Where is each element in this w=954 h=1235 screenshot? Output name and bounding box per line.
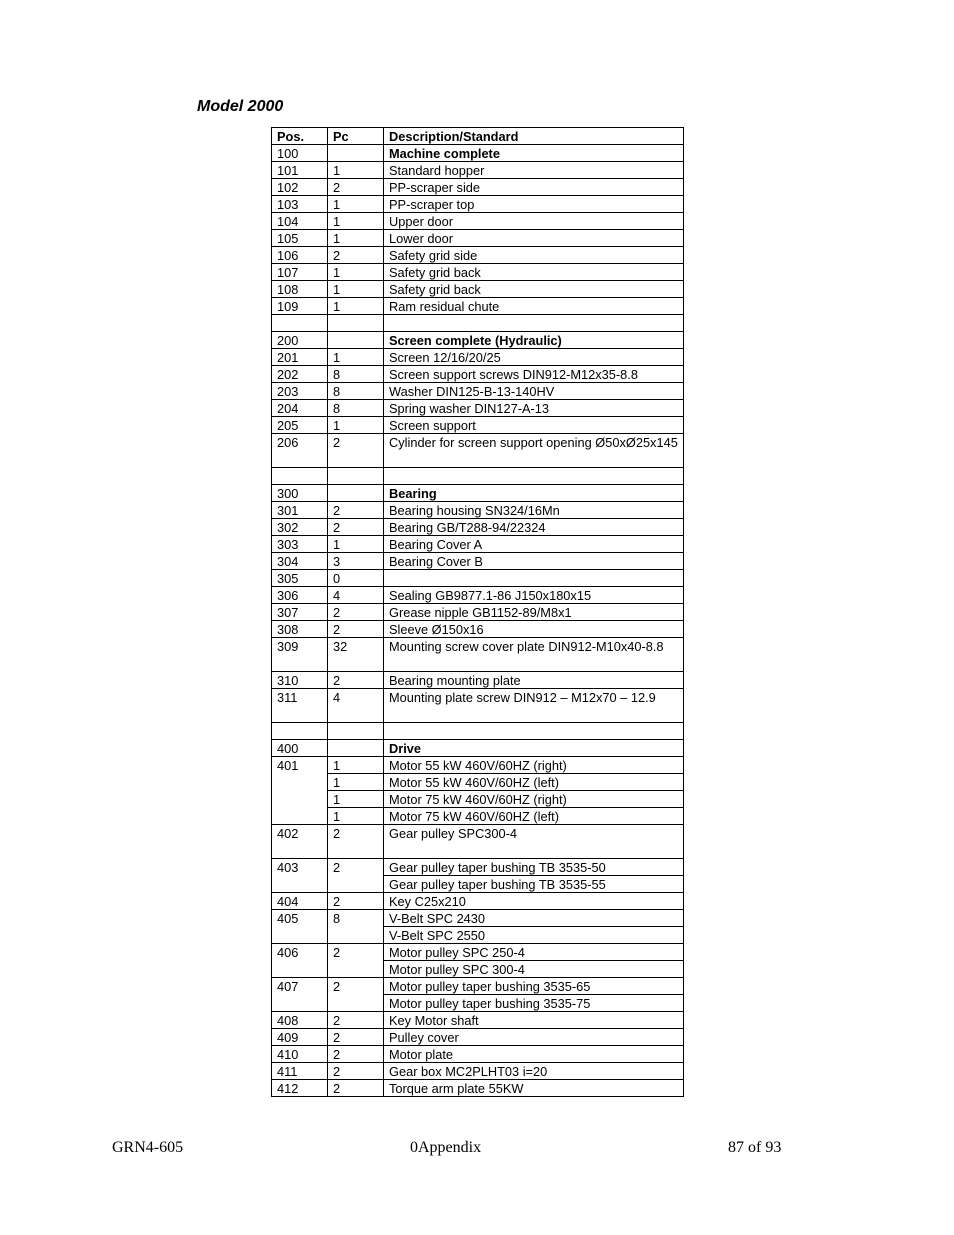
table-row bbox=[272, 145, 684, 162]
cell-pc: 1 bbox=[328, 808, 384, 825]
cell-description: V-Belt SPC 2430 bbox=[384, 910, 684, 927]
cell-pos: 109 bbox=[272, 298, 328, 315]
cell-description: Screen support bbox=[384, 417, 684, 434]
cell-description: Screen complete (Hydraulic) bbox=[384, 332, 684, 349]
cell-pc: 2 bbox=[328, 672, 384, 689]
cell-description: Cylinder for screen support opening Ø50xØ25x145 bbox=[384, 434, 684, 468]
cell-pc: 1 bbox=[328, 536, 384, 553]
cell-description bbox=[384, 468, 684, 485]
table-row bbox=[272, 400, 684, 417]
table-row bbox=[272, 944, 684, 961]
cell-description: Ram residual chute bbox=[384, 298, 684, 315]
cell-pc: 0 bbox=[328, 570, 384, 587]
header-pos: Pos. bbox=[272, 128, 328, 145]
cell-description: Motor plate bbox=[384, 1046, 684, 1063]
cell-pos: 203 bbox=[272, 383, 328, 400]
table-row bbox=[272, 349, 684, 366]
cell-pos: 202 bbox=[272, 366, 328, 383]
cell-description: Key Motor shaft bbox=[384, 1012, 684, 1029]
cell-pc: 8 bbox=[328, 366, 384, 383]
table-row bbox=[272, 417, 684, 434]
cell-pc bbox=[328, 723, 384, 740]
table-row bbox=[272, 536, 684, 553]
cell-pos: 400 bbox=[272, 740, 328, 757]
cell-pc: 1 bbox=[328, 791, 384, 808]
parts-table bbox=[271, 127, 684, 1097]
cell-description: Screen support screws DIN912-M12x35-8.8 bbox=[384, 366, 684, 383]
cell-pc bbox=[328, 315, 384, 332]
cell-pos: 304 bbox=[272, 553, 328, 570]
cell-pc bbox=[328, 468, 384, 485]
table-row bbox=[272, 162, 684, 179]
cell-pos: 302 bbox=[272, 519, 328, 536]
table-row bbox=[272, 638, 684, 672]
cell-pos: 402 bbox=[272, 825, 328, 859]
cell-pos: 407 bbox=[272, 978, 328, 1012]
cell-pc: 1 bbox=[328, 213, 384, 230]
cell-pc: 2 bbox=[328, 944, 384, 978]
table-row bbox=[272, 1029, 684, 1046]
table-row bbox=[272, 434, 684, 468]
cell-pos: 404 bbox=[272, 893, 328, 910]
cell-description bbox=[384, 315, 684, 332]
cell-description: Gear pulley taper bushing TB 3535-50 bbox=[384, 859, 684, 876]
cell-pc: 1 bbox=[328, 349, 384, 366]
cell-pos: 106 bbox=[272, 247, 328, 264]
cell-description: Bearing mounting plate bbox=[384, 672, 684, 689]
cell-pos: 307 bbox=[272, 604, 328, 621]
table-row bbox=[272, 791, 684, 808]
cell-pos: 308 bbox=[272, 621, 328, 638]
cell-description: Gear pulley taper bushing TB 3535-55 bbox=[384, 876, 684, 893]
cell-description: Key C25x210 bbox=[384, 893, 684, 910]
footer-page-number: 87 of 93 bbox=[728, 1139, 782, 1156]
table-row bbox=[272, 808, 684, 825]
table-row bbox=[272, 519, 684, 536]
parts-table-body bbox=[272, 145, 684, 1097]
cell-pc bbox=[328, 485, 384, 502]
cell-description: Gear box MC2PLHT03 i=20 bbox=[384, 1063, 684, 1080]
table-row bbox=[272, 179, 684, 196]
cell-pc: 1 bbox=[328, 774, 384, 791]
cell-description: Safety grid side bbox=[384, 247, 684, 264]
cell-pc: 1 bbox=[328, 417, 384, 434]
cell-pos: 306 bbox=[272, 587, 328, 604]
cell-description: Sealing GB9877.1-86 J150x180x15 bbox=[384, 587, 684, 604]
cell-pos: 108 bbox=[272, 281, 328, 298]
table-row bbox=[272, 264, 684, 281]
cell-pc: 2 bbox=[328, 621, 384, 638]
cell-pc: 2 bbox=[328, 1080, 384, 1097]
cell-pc bbox=[328, 145, 384, 162]
cell-pos: 206 bbox=[272, 434, 328, 468]
cell-description: Mounting screw cover plate DIN912-M10x40-8.8 bbox=[384, 638, 684, 672]
cell-pc: 2 bbox=[328, 1012, 384, 1029]
cell-description: Upper door bbox=[384, 213, 684, 230]
table-row bbox=[272, 332, 684, 349]
header-description: Description/Standard bbox=[384, 128, 684, 145]
cell-pos: 205 bbox=[272, 417, 328, 434]
table-row bbox=[272, 485, 684, 502]
table-row bbox=[272, 570, 684, 587]
table-row bbox=[272, 825, 684, 859]
cell-description: Motor pulley SPC 300-4 bbox=[384, 961, 684, 978]
cell-pc: 4 bbox=[328, 689, 384, 723]
table-row bbox=[272, 366, 684, 383]
cell-description: Motor 75 kW 460V/60HZ (right) bbox=[384, 791, 684, 808]
cell-pc: 2 bbox=[328, 1046, 384, 1063]
cell-pc: 2 bbox=[328, 434, 384, 468]
cell-description: Bearing GB/T288-94/22324 bbox=[384, 519, 684, 536]
cell-description: Motor 75 kW 460V/60HZ (left) bbox=[384, 808, 684, 825]
cell-pos: 412 bbox=[272, 1080, 328, 1097]
cell-pc: 1 bbox=[328, 757, 384, 774]
cell-pos: 103 bbox=[272, 196, 328, 213]
cell-description: Bearing bbox=[384, 485, 684, 502]
cell-description: Bearing Cover A bbox=[384, 536, 684, 553]
cell-description: Spring washer DIN127-A-13 bbox=[384, 400, 684, 417]
cell-description: V-Belt SPC 2550 bbox=[384, 927, 684, 944]
table-row bbox=[272, 774, 684, 791]
cell-pc: 2 bbox=[328, 893, 384, 910]
cell-pos: 104 bbox=[272, 213, 328, 230]
cell-description: Bearing Cover B bbox=[384, 553, 684, 570]
cell-pc: 2 bbox=[328, 502, 384, 519]
cell-pos: 200 bbox=[272, 332, 328, 349]
cell-description: Lower door bbox=[384, 230, 684, 247]
cell-pos: 204 bbox=[272, 400, 328, 417]
table-row bbox=[272, 689, 684, 723]
table-row bbox=[272, 383, 684, 400]
cell-description: Motor 55 kW 460V/60HZ (left) bbox=[384, 774, 684, 791]
table-row bbox=[272, 587, 684, 604]
cell-description: Washer DIN125-B-13-140HV bbox=[384, 383, 684, 400]
cell-description: Safety grid back bbox=[384, 281, 684, 298]
cell-pc: 2 bbox=[328, 247, 384, 264]
cell-description: PP-scraper side bbox=[384, 179, 684, 196]
cell-pc: 2 bbox=[328, 519, 384, 536]
header-pc: Pc bbox=[328, 128, 384, 145]
cell-pos: 311 bbox=[272, 689, 328, 723]
cell-pc: 2 bbox=[328, 604, 384, 621]
cell-description: Mounting plate screw DIN912 – M12x70 – 12.9 bbox=[384, 689, 684, 723]
cell-pc: 4 bbox=[328, 587, 384, 604]
table-header-row bbox=[272, 128, 684, 145]
cell-description: Screen 12/16/20/25 bbox=[384, 349, 684, 366]
cell-pos: 405 bbox=[272, 910, 328, 944]
cell-description: Machine complete bbox=[384, 145, 684, 162]
table-row bbox=[272, 281, 684, 298]
cell-pos: 301 bbox=[272, 502, 328, 519]
cell-description: Motor pulley taper bushing 3535-65 bbox=[384, 978, 684, 995]
cell-pos: 105 bbox=[272, 230, 328, 247]
table-row bbox=[272, 502, 684, 519]
table-row bbox=[272, 757, 684, 774]
table-row bbox=[272, 723, 684, 740]
cell-pc: 1 bbox=[328, 230, 384, 247]
cell-description: Drive bbox=[384, 740, 684, 757]
cell-pc: 32 bbox=[328, 638, 384, 672]
cell-pc: 2 bbox=[328, 179, 384, 196]
cell-pos: 403 bbox=[272, 859, 328, 893]
cell-pos: 305 bbox=[272, 570, 328, 587]
cell-pos: 300 bbox=[272, 485, 328, 502]
table-row bbox=[272, 1012, 684, 1029]
cell-pc: 2 bbox=[328, 1063, 384, 1080]
cell-pos: 408 bbox=[272, 1012, 328, 1029]
footer-document-id: GRN4-605 bbox=[112, 1139, 184, 1156]
cell-description: Torque arm plate 55KW bbox=[384, 1080, 684, 1097]
table-row bbox=[272, 553, 684, 570]
table-row bbox=[272, 1046, 684, 1063]
cell-pc: 8 bbox=[328, 400, 384, 417]
cell-description: Motor pulley taper bushing 3535-75 bbox=[384, 995, 684, 1012]
cell-pos: 411 bbox=[272, 1063, 328, 1080]
cell-pos: 101 bbox=[272, 162, 328, 179]
cell-description: Motor 55 kW 460V/60HZ (right) bbox=[384, 757, 684, 774]
table-row bbox=[272, 196, 684, 213]
cell-pc: 2 bbox=[328, 859, 384, 893]
cell-description bbox=[384, 723, 684, 740]
table-row bbox=[272, 978, 684, 995]
cell-pos: 410 bbox=[272, 1046, 328, 1063]
table-row bbox=[272, 740, 684, 757]
table-row bbox=[272, 468, 684, 485]
cell-pos: 310 bbox=[272, 672, 328, 689]
cell-description bbox=[384, 570, 684, 587]
cell-pos: 107 bbox=[272, 264, 328, 281]
table-row bbox=[272, 230, 684, 247]
table-row bbox=[272, 604, 684, 621]
cell-pc: 3 bbox=[328, 553, 384, 570]
cell-description: Standard hopper bbox=[384, 162, 684, 179]
footer-section: 0Appendix bbox=[410, 1139, 482, 1156]
table-row bbox=[272, 621, 684, 638]
cell-description: Sleeve Ø150x16 bbox=[384, 621, 684, 638]
table-row bbox=[272, 315, 684, 332]
cell-pc: 1 bbox=[328, 281, 384, 298]
cell-description: Pulley cover bbox=[384, 1029, 684, 1046]
cell-description: Grease nipple GB1152-89/M8x1 bbox=[384, 604, 684, 621]
cell-pos: 406 bbox=[272, 944, 328, 978]
cell-pc: 1 bbox=[328, 298, 384, 315]
cell-pos: 303 bbox=[272, 536, 328, 553]
cell-description: PP-scraper top bbox=[384, 196, 684, 213]
table-row bbox=[272, 247, 684, 264]
cell-description: Gear pulley SPC300-4 bbox=[384, 825, 684, 859]
table-row bbox=[272, 298, 684, 315]
table-row bbox=[272, 1063, 684, 1080]
cell-description: Safety grid back bbox=[384, 264, 684, 281]
cell-pc: 2 bbox=[328, 1029, 384, 1046]
cell-pc: 8 bbox=[328, 383, 384, 400]
cell-pc: 2 bbox=[328, 825, 384, 859]
cell-pos: 100 bbox=[272, 145, 328, 162]
cell-pc bbox=[328, 740, 384, 757]
cell-pos bbox=[272, 315, 328, 332]
cell-pos: 401 bbox=[272, 757, 328, 825]
cell-description: Motor pulley SPC 250-4 bbox=[384, 944, 684, 961]
cell-pos bbox=[272, 723, 328, 740]
cell-pc: 2 bbox=[328, 978, 384, 1012]
table-row bbox=[272, 1080, 684, 1097]
table-row bbox=[272, 213, 684, 230]
cell-pos bbox=[272, 468, 328, 485]
cell-pc: 1 bbox=[328, 264, 384, 281]
cell-description: Bearing housing SN324/16Mn bbox=[384, 502, 684, 519]
cell-pos: 309 bbox=[272, 638, 328, 672]
table-row bbox=[272, 859, 684, 876]
table-row bbox=[272, 910, 684, 927]
cell-pc bbox=[328, 332, 384, 349]
cell-pc: 8 bbox=[328, 910, 384, 944]
cell-pos: 102 bbox=[272, 179, 328, 196]
table-row bbox=[272, 893, 684, 910]
cell-pc: 1 bbox=[328, 196, 384, 213]
page-title: Model 2000 bbox=[197, 98, 284, 115]
table-row bbox=[272, 672, 684, 689]
cell-pos: 201 bbox=[272, 349, 328, 366]
cell-pc: 1 bbox=[328, 162, 384, 179]
cell-pos: 409 bbox=[272, 1029, 328, 1046]
